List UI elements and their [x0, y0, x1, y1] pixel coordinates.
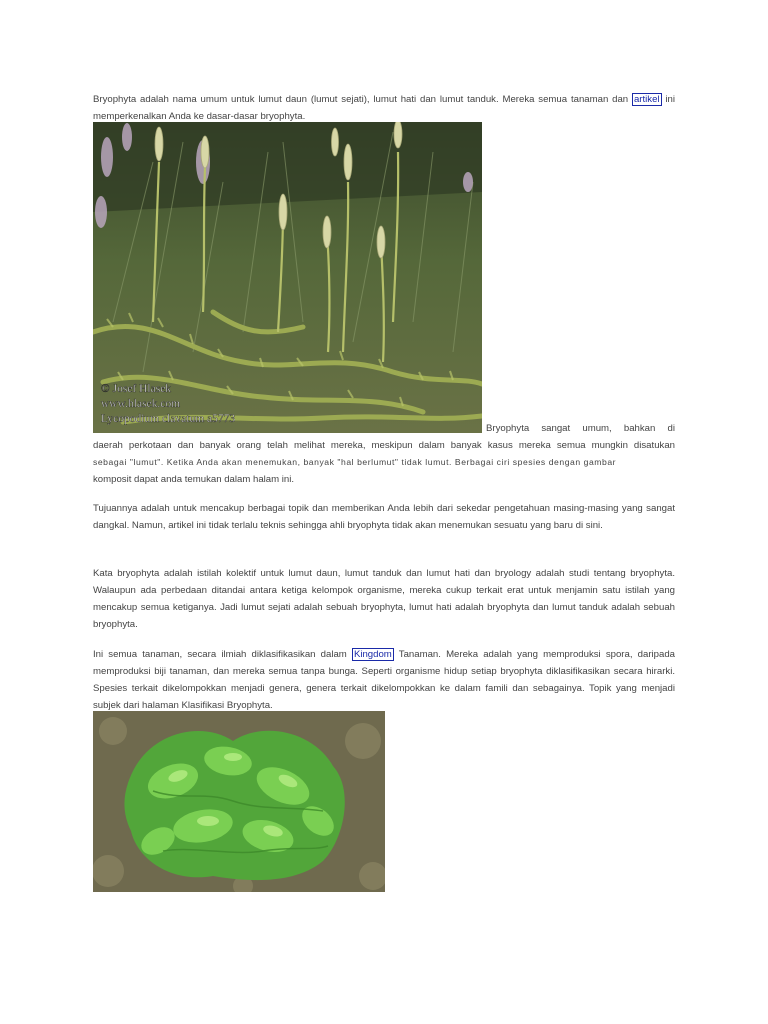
liverwort-photo [93, 711, 385, 892]
bryophyta-common-first-line: Bryophyta sangat umum, bahkan di [486, 423, 675, 434]
bryophyta-common-spaced-line: sebagai "lumut". Ketika Anda akan menemukan, banyak "hal berlumut" tidak lumut. Berbagai ciri spesies dengan gambar [93, 457, 617, 467]
definition-paragraph: Kata bryophyta adalah istilah kolektif untuk lumut daun, lumut tanduk dan lumut hati dan bryology adalah studi tentang bryophyta. Walaupun ada perbedaan ditandai antara ketiga kelompok organisme, mereka cukup terkait erat untuk menjamin satu istilah yang mencakup semua ketiganya. Jadi lumut sejati adalah sebuah bryophyta, lumut hati adalah bryophyta dan lumut tanduk adalah sebuah bryophyta. [93, 568, 675, 630]
purpose-paragraph: Tujuannya adalah untuk mencakup berbagai topik dan memberikan Anda lebih dari sekedar pengetahuan masing-masing yang sangat dangkal. Namun, artikel ini tidak terlalu teknis sehingga ahli bryophyta tidak akan menemukan sesuatu yang baru di sini. [93, 503, 675, 531]
intro-text-end: ini memperkenalkan Anda ke dasar-dasar bryophyta. [93, 94, 676, 122]
intro-paragraph [93, 91, 675, 125]
watermark-website: www.hlasek.com [101, 398, 181, 410]
bryophyta-common-paragraph [93, 437, 675, 488]
classification-paragraph [93, 646, 675, 714]
classification-text-start: Ini semua tanaman, secara ilmiah diklasifikasikan dalam [93, 649, 352, 660]
bryophyta-common-line: daerah perkotaan dan banyak orang telah melihat mereka, meskipun dalam banyak kasus mereka semua mungkin disatukan [93, 440, 675, 451]
watermark-species: Lycopodium clavatum a5773 [101, 413, 236, 425]
intro-text-start: Bryophyta adalah nama umum untuk lumut daun (lumut sejati), lumut hati dan lumut tanduk. Mereka semua tanaman dan [93, 94, 632, 105]
clubmoss-photo [93, 122, 482, 433]
kingdom-link[interactable]: Kingdom [353, 649, 392, 660]
bryophyta-common-last-line: komposit dapat anda temukan dalam halam ini. [93, 474, 295, 485]
watermark-copyright: © Josef Hlasek [101, 383, 172, 395]
classification-text-end: Tanaman. Mereka adalah yang memproduksi spora, daripada memproduksi biji tanaman, dan mereka semua tanpa bunga. Seperti organisme hidup setiap bryophyta diklasifikasikan secara hirarki. Spesies terkait dikelompokkan menjadi genera, genera terkait dikelompokkan ke dalam famili dan sebagainya. Topik yang menjadi subjek dari halaman Klasifikasi Bryophyta. [93, 649, 675, 711]
artikel-link[interactable]: artikel [633, 94, 660, 105]
